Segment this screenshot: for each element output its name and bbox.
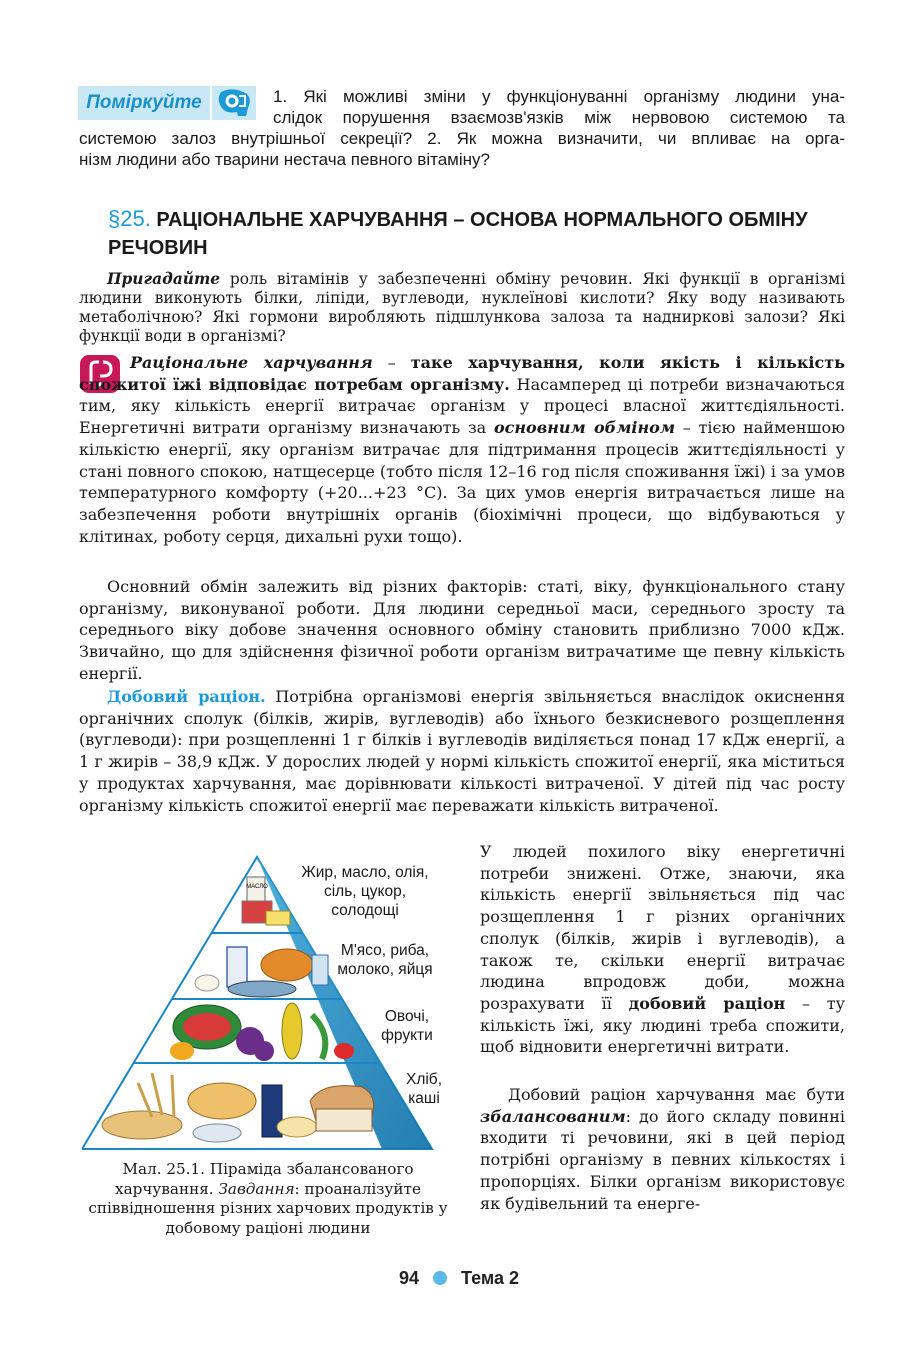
think-text-line2: слідок порушення взаємозв'язків між нервовою системою та [273, 108, 845, 127]
tier-label-protein: М'ясо, риба, молоко, яйця [337, 942, 433, 978]
term-daily-ration: добовий раціон [628, 993, 786, 1013]
think-label: Поміркуйте [78, 86, 210, 120]
figure-caption [82, 1160, 454, 1238]
recall-text: роль вітамінів у забезпеченні обміну речовин. Які функції в організмі людини виконують білки, ліпіди, вуглеводи, нуклеїнові кислоти? Яку воду називають метаболічною? Які гормони виробляють підшлункова залоза та надниркові залози? Які функції води в організмі? [79, 270, 845, 345]
p4-text2: – ту кількість їжі, яку людині треба спожити, щоб відновити енергетичні витрати. [480, 993, 846, 1057]
tier-label-vegetables: Овочі, фрукти [381, 1008, 433, 1044]
caption-text-a: Мал. 25.1. Піраміда збалансованого харчування. [115, 1160, 414, 1198]
paragraph-daily-ration [79, 686, 845, 816]
page-number: 94 [398, 1268, 420, 1288]
footer-dot-icon [433, 1271, 447, 1285]
dash: – [372, 353, 411, 372]
section-heading [108, 205, 848, 262]
p5-text2: : до його складу повинні входити ті речовини, які в цей період потрібні організму в певних кількостях і пропорціях. Білки організм використовує як будівельний та енерге- [480, 1106, 845, 1213]
topic-label: Тема 2 [461, 1268, 519, 1288]
think-head-icon [212, 86, 256, 120]
daily-ration-lead: Добовий раціон. [107, 687, 266, 706]
paragraph-elderly [480, 841, 845, 1058]
term-basal-metabolism: основним обміном [493, 418, 676, 438]
p1-text2: – тією найменшою кількістю енергії, яку організм витрачає для підтримання процесів життєдіяльності у стані повного спокою, натщесерце (тобто після 12–16 год після споживання їжі) і за умов температурного комфорту (+20...+23 °С). За цих умов енергія витрачається лише на забезпечення роботи внутрішніх органів (біохімічні процеси, що відбуваються у клітинах, роботу серця, дихальні рухи тощо). [79, 418, 846, 546]
think-text-line3: системою залоз внутрішньої секреції? 2. Як можна визначити, чи впливає на орга- [79, 129, 845, 148]
term-rational-nutrition: Раціональне харчування [130, 353, 373, 372]
p3-text: Потрібна організмові енергія звільняється внаслідок окиснення органічних сполук (білків, жирів, вуглеводів) або їхнього безкисневого розщеплення (вуглеводи): при розщепленні 1 г білків і вуглеводів виділяється понад 17 кДж енергії, а 1 г жирів – 38,9 кДж. У дорослих людей у нормі кількість спожитої енергії, яка міститься у продуктах харчування, має дорівнювати кількості витраченої. У дітей під час росту організму кількість спожитої енергії має переважати кількість витраченої. [79, 687, 846, 815]
food-pyramid-figure [82, 855, 452, 1155]
p5-text1: Добовий раціон харчування має бути [508, 1085, 845, 1104]
think-text-line1: 1. Які можливі зміни у функціонуванні організму людини уна- [273, 87, 845, 106]
think-text-line4: нізм людини або тварини нестача певного вітаміну? [79, 150, 490, 169]
recall-lead: Пригадайте [107, 270, 221, 288]
paragraph-rational-nutrition [79, 352, 845, 547]
paragraph-balanced [480, 1084, 845, 1214]
definition-text: таке харчування, коли якість і кількість спожитої їжі відповідає потребам організму. [79, 353, 846, 394]
section-title: РАЦІОНАЛЬНЕ ХАРЧУВАННЯ – ОСНОВА НОРМАЛЬНОГО ОБМІНУ РЕЧОВИН [108, 209, 808, 259]
tier-label-grains: Хліб, каші [405, 1071, 442, 1107]
section-number: §25. [108, 206, 151, 231]
recall-paragraph [79, 270, 845, 346]
think-badge [78, 86, 256, 120]
p1-text1: Насамперед ці потреби визначаються тим, яку кількість енергії витрачає організм у процесі власної життєдіяльності. Енергетичні витрати організму визначають за [79, 374, 845, 438]
caption-task: Завдання [218, 1179, 295, 1198]
paragraph-basal-metabolism: Основний обмін залежить від різних факторів: статі, віку, функціонального стану організму, виконуваної роботи. Для людини середньої маси, середнього зросту та середнього віку добове значення основного обміну становить приблизно 7000 кДж. Звичайно, що для здійснення фізичної роботи організм витрачатиме ще певну кількість енергії. [79, 577, 845, 683]
term-balanced: збалансованим [480, 1106, 626, 1126]
tier-label-fats: Жир, масло, олія, сіль, цукор, солодощі [301, 864, 429, 919]
caption-text-b: : проаналізуйте співвідношення різних харчових продуктів у добовому раціоні людини [88, 1179, 448, 1237]
jar-label: МАСЛО [246, 884, 268, 890]
page-footer [0, 1268, 918, 1289]
p4-text1: У людей похилого віку енергетичні потреби знижені. Отже, знаючи, яка кількість енергії звільняється під час розщеплення 1 г різних органічних сполук (білків, жирів і вуглеводів), а також те, скільки енергії витрачає людина впродовж доби, можна розрахувати її [480, 842, 845, 1013]
